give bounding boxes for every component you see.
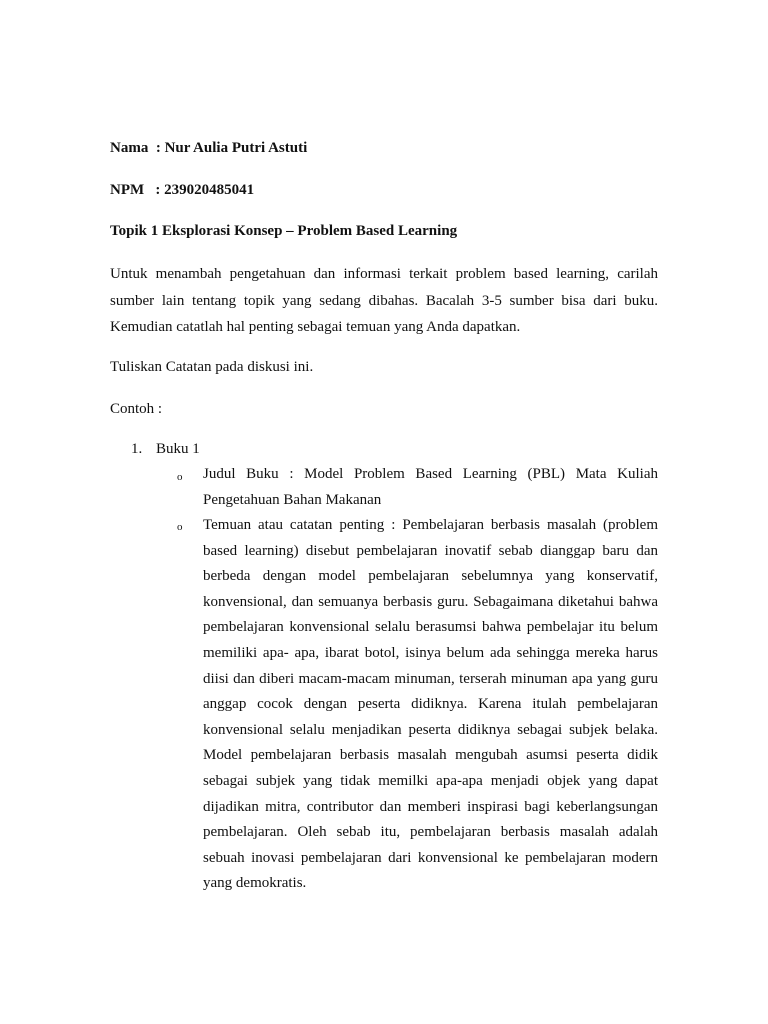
intro-paragraph: Untuk menambah pengetahuan dan informasi terkait problem based learning, carilah sumber lain tentang topik yang sedang dibahas. Bacalah 3-5 sumber bisa dari buku. Kemudian catatlah hal penting sebagai temuan yang Anda dapatkan. [110,266,658,335]
student-npm: NPM : 239020485041 [110,182,255,198]
student-name: Nama : Nur Aulia Putri Astuti [110,140,308,156]
list-number: 1. [131,441,143,457]
findings-text: Temuan atau catatan penting : Pembelajaran berbasis masalah (problem based learning) disebut pembelajaran inovatif sebab dianggap baru dan berbeda dengan model pembelajaran sebelumnya yang konservatif, konvensional, dan semuanya berbasis guru. Sebagaimana diketahui bahwa pembelajaran konvensional selalu berasumsi bahwa pembelajar itu belum memiliki apa- apa, ibarat botol, isinya belum ada sehingga mereka harus diisi dan diberi macam-macam minuman, terserah minuman apa yang guru anggap cocok dengan peserta didiknya. Karena itulah pembelajaran konvensional selalu menjadikan peserta didiknya sebagai subjek belaka. Model pembelajaran berbasis masalah mengubah asumsi peserta didik sebagai subjek yang tidak memilki apa-apa menjadi objek yang dapat dijadikan mitra, contributor dan memberi inspirasi bagi keberlangsungan pembelajaran. Oleh sebab itu, pembelajaran berbasis masalah adalah sebuah inovasi pembelajaran dari konvensional ke pembelajaran modern yang demokratis. [203,517,658,892]
example-label: Contoh : [110,401,163,417]
bullet-icon: o [177,521,183,533]
instruction-text: Tuliskan Catatan pada diskusi ini. [110,359,314,375]
book-title: Judul Buku : Model Problem Based Learning (PBL) Mata Kuliah Pengetahuan Bahan Makanan [203,466,658,508]
bullet-icon: o [177,471,183,483]
list-item-title: Buku 1 [156,441,200,457]
topic-title: Topik 1 Eksplorasi Konsep – Problem Based Learning [110,223,458,239]
